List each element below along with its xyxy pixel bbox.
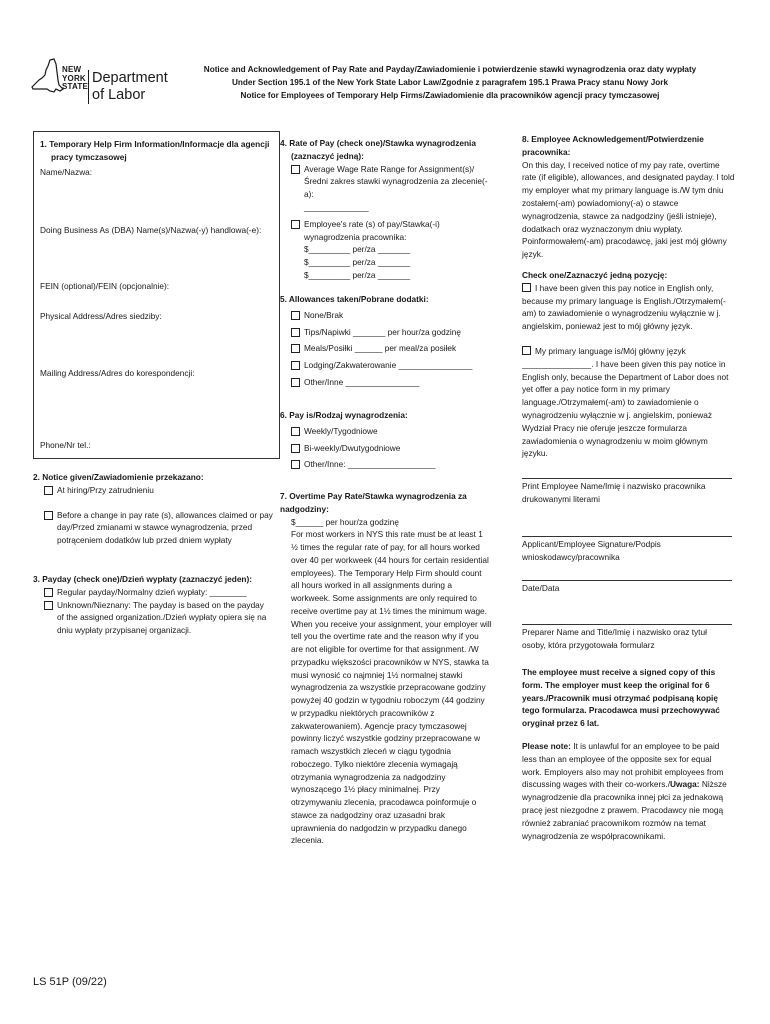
dba-field-label[interactable]: Doing Business As (DBA) Name(s)/Nazwa(-y) handlowa(-e): (40, 225, 262, 235)
checkbox-tips[interactable] (291, 328, 300, 337)
logo-department-text: Department of Labor (88, 70, 168, 104)
fein-field-label[interactable]: FEIN (optional)/FEIN (opcjonalnie): (40, 281, 170, 291)
section-5-title: 5. Allowances taken/Pobrane dodatki: (280, 294, 429, 304)
checkbox-none[interactable] (291, 311, 300, 320)
signature-label: Applicant/Employee Signature/Podpis wnioskodawcy/pracownika (522, 539, 661, 562)
checkbox-employee-rate[interactable] (291, 220, 300, 229)
section-6-title: 6. Pay is/Rodzaj wynagrodzenia: (280, 410, 408, 420)
check-one-title: Check one/Zaznaczyć jedną pozycję: (522, 269, 668, 280)
checkbox-lodging[interactable] (291, 361, 300, 370)
checkbox-weekly[interactable] (291, 427, 300, 436)
allowance-option[interactable]: Meals/Posiłki ______ per meal/za posiłek (280, 342, 492, 355)
overtime-rate-field[interactable]: $______ per hour/za godzinę (291, 516, 399, 527)
primary-language-option[interactable]: My primary language is/Mój główny język _______________. I have been given this pay notice in English only, because the Department of Labor does not yet offer a pay notice form in my primary language./Otrzymałem(-am) to zawiadomienie o wynagrodzeniu wyłącznie w j. angielskim, ponieważ Wydział Pracy nie oferuje jeszcze formularza zawiadomienia o wynagrodzeniu w moim głównym języku. (522, 345, 729, 459)
checkbox-average-wage[interactable] (291, 165, 300, 174)
checkbox-meals[interactable] (291, 344, 300, 353)
section-7 (280, 490, 492, 847)
rate-line[interactable]: $_________ per/za _______ (304, 244, 411, 255)
header-subtitle: Under Section 195.1 of the New York State Labor Law/Zgodnie z paragrafem 195.1 Prawa Pracy stanu Nowy Jork (231, 78, 669, 87)
header-title: Notice and Acknowledgement of Pay Rate and Payday/Zawiadomienie i potwierdzenie stawki wynagrodzenia oraz daty wypłaty (203, 65, 697, 74)
form-number: LS 51P (09/22) (33, 976, 107, 988)
section-8 (522, 133, 735, 460)
allowance-option[interactable]: None/Brak (280, 309, 492, 322)
overtime-explanation: For most workers in NYS this rate must be at least 1 ½ times the regular rate of pay, for all hours worked over 40 per workweek (44 hours for certain residential employees). The Temporary Help Firm should count all hours worked in all assignments during a workweek. Some assignments are only required to receive overtime pay at 1½ times the minimum wage. When you receive your assignment, your employer will tell you the overtime rate and the reason why if you are not eligible for overtime for that assignment. /W przypadku większości pracowników w NYS, stawka ta musi wynosić co najmniej 1½ normalnej stawki wynagrodzenia za wszystkie przepracowane godziny powyżej 40 godzin w tygodniu roboczym (44 godziny w przypadku niektórych pracowników z zakwaterowaniem). Agencje pracy tymczasowej powinny liczyć wszystkie godziny przepracowane w ramach wszystkich zleceń w ciągu tygodnia roboczego. Tylko niektóre zlecenia wymagają otrzymania wynagrodzenia za nadgodziny wynoszącego 1½ płacy minimalnej. Przy otrzymywaniu zlecenia, pracodawca poinformuje o stawce za nadgodziny oraz uzasadni brak uprawnienia do nadgodzin w przypadku danego zlecenia. (291, 529, 492, 846)
checkbox-other-pay[interactable] (291, 460, 300, 469)
section-3 (33, 573, 273, 637)
nys-dol-logo (30, 58, 168, 108)
section-7-title: 7. Overtime Pay Rate/Stawka wynagrodzenia za nadgodziny: (280, 491, 467, 514)
section-3-title: 3. Payday (check one)/Dzień wypłaty (zaznaczyć jeden): (33, 574, 253, 584)
notice-before-change-option[interactable]: Before a change in pay rate (s), allowances claimed or pay day/Przed zmianami w stawce wynagrodzenia, przed potrąceniem dodatków lub przed dniem wypłaty (33, 509, 273, 547)
checkbox-at-hiring[interactable] (44, 486, 53, 495)
print-name-label: Print Employee Name/Imię i nazwisko pracownika drukowanymi literami (522, 481, 706, 504)
checkbox-before-change[interactable] (44, 511, 53, 520)
new-york-state-map-icon (30, 58, 64, 98)
logo-state-text: NEW YORK STATE (62, 65, 89, 91)
signature-line[interactable] (522, 536, 732, 537)
rate-line[interactable]: $_________ per/za _______ (304, 257, 411, 268)
allowance-option[interactable]: Other/Inne ________________ (280, 376, 492, 389)
section-1-title: 1. Temporary Help Firm Information/Informacje dla agencji pracy tymczasowej (40, 139, 270, 162)
section-2-title: 2. Notice given/Zawiadomienie przekazano: (33, 472, 204, 482)
section-5 (280, 293, 492, 389)
acknowledgement-text: On this day, I received notice of my pay rate, overtime rate (if eligible), allowances, and designated payday. I told my employer what my primary language is./W tym dniu zostałem(-am) powiadomiony(-a) o stawce wynagrodzenia, stawce za nadgodziny (jeśli istnieje), dodatkach oraz wyznaczonym dniu wypłaty. Poinformowałem(-am) pracodawcę, jaki jest mój główny język. (522, 159, 735, 260)
checkbox-bi-weekly[interactable] (291, 444, 300, 453)
checkbox-unknown-payday[interactable] (44, 601, 53, 610)
allowance-option[interactable]: Lodging/Zakwaterowanie ________________ (280, 359, 492, 372)
mailing-address-field-label[interactable]: Mailing Address/Adres do korespondencji: (40, 368, 195, 378)
please-note: Please note: It is unlawful for an employee to be paid less than an employee of the opposite sex for equal work. Employers also may not prohibit employees from discussing wages with their co-workers./Uwaga: Niższe wynagrodzenie dla pracownika innej płci za jednakową pracę jest niezgodne z prawem. Pracodawcy nie mogą również zabraniać pracownikom rozmów na temat wynagrodzenia ze współpracownikami. (522, 741, 727, 841)
checkbox-english-only[interactable] (522, 283, 531, 292)
section-6 (280, 409, 492, 471)
date-label: Date/Data (522, 583, 560, 593)
checkbox-regular-payday[interactable] (44, 588, 53, 597)
rate-line[interactable]: $_________ per/za _______ (304, 269, 411, 280)
section-1-box (33, 131, 280, 459)
retention-notice: The employee must receive a signed copy of this form. The employer must keep the original for 6 years./Pracownik musi otrzymać podpisaną kopię tego formularza. Pracodawca musi przechowywać oryginał przez 6 lat. (522, 667, 720, 729)
preparer-line[interactable] (522, 624, 732, 625)
pay-frequency-option[interactable]: Other/Inne: ___________________ (280, 458, 492, 471)
date-line[interactable] (522, 580, 732, 581)
allowance-option[interactable]: Tips/Napiwki _______ per hour/za godzinę (280, 326, 492, 339)
pay-frequency-option[interactable]: Weekly/Tygodniowe (280, 425, 492, 438)
section-4 (280, 137, 492, 282)
section-2 (33, 471, 273, 547)
average-wage-option[interactable]: Average Wage Rate Range for Assignment(s)/Średni zakres stawki wynagrodzenia za zlecenie(-a): ______________ (280, 163, 492, 214)
english-only-option[interactable]: I have been given this pay notice in English only, because my primary language is English./Otrzymałem(-am) to zawiadomienie o wynagrodzeniu wyłącznie w j. angielskim, ponieważ jest to mój główny język. (522, 282, 726, 332)
pay-frequency-option[interactable]: Bi-weekly/Dwutygodniowe (280, 442, 492, 455)
employee-rate-option[interactable]: Employee's rate (s) of pay/Stawka(-i) wynagrodzenia pracownika: $_________ per/za _______ $_________ per/za _______ $_________ per/za _______ (280, 218, 492, 282)
regular-payday-option[interactable]: Regular payday/Normalny dzień wypłaty: ________ (33, 586, 273, 599)
preparer-label: Preparer Name and Title/Imię i nazwisko oraz tytuł osoby, która przygotowała formularz (522, 627, 707, 650)
header-subtitle-2: Notice for Employees of Temporary Help Firms/Zawiadomienie dla pracowników agencji pracy tymczasowej (240, 91, 660, 100)
print-name-line[interactable] (522, 478, 732, 479)
notice-at-hiring-option[interactable]: At hiring/Przy zatrudnieniu (33, 484, 273, 497)
checkbox-primary-language[interactable] (522, 346, 531, 355)
physical-address-field-label[interactable]: Physical Address/Adres siedziby: (40, 311, 162, 321)
phone-field-label[interactable]: Phone/Nr tel.: (40, 440, 91, 450)
form-header (150, 63, 750, 102)
name-field-label[interactable]: Name/Nazwa: (40, 167, 93, 177)
section-8-title: 8. Employee Acknowledgement/Potwierdzenie pracownika: (522, 134, 704, 157)
unknown-payday-option[interactable]: Unknown/Nieznany: The payday is based on the payday of the assigned organization./Dzień wypłaty opiera się na dniu wypłaty przypisanej organizacji. (33, 599, 273, 637)
section-4-title: 4. Rate of Pay (check one)/Stawka wynagrodzenia (zaznaczyć jedną): (280, 138, 476, 161)
checkbox-other-allowance[interactable] (291, 378, 300, 387)
